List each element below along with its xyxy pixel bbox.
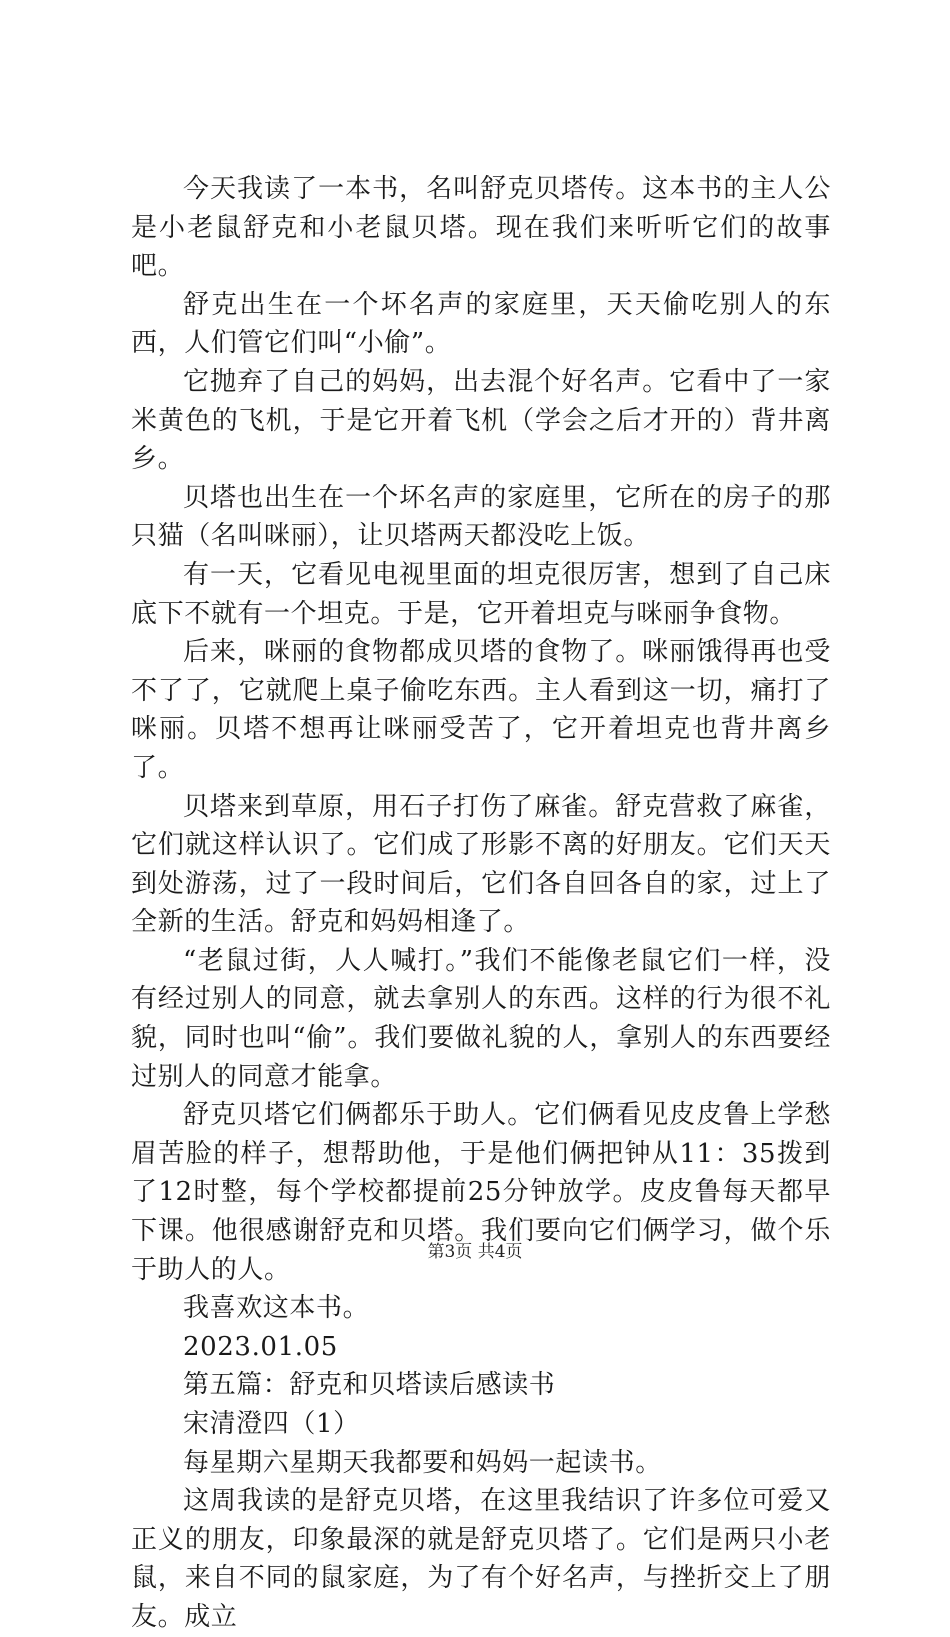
paragraph: 舒克贝塔它们俩都乐于助人。它们俩看见皮皮鲁上学愁眉苦脸的样子，想帮助他，于是他们俩把钟从11：35拨到了12时整，每个学校都提前25分钟放学。皮皮鲁每天都早下课。他很感谢舒克和贝塔。我们要向它们俩学习，做个乐于助人的人。 [131, 1100, 831, 1285]
paragraph: 贝塔也出生在一个坏名声的家庭里，它所在的房子的那只猫（名叫咪丽），让贝塔两天都没吃上饭。 [131, 482, 831, 552]
paragraph: 今天我读了一本书，名叫舒克贝塔传。这本书的主人公是小老鼠舒克和小老鼠贝塔。现在我们来听听它们的故事吧。 [131, 174, 831, 282]
paragraph: 有一天，它看见电视里面的坦克很厉害，想到了自己床底下不就有一个坦克。于是，它开着坦克与咪丽争食物。 [131, 559, 831, 629]
paragraph: 后来，咪丽的食物都成贝塔的食物了。咪丽饿得再也受不了了，它就爬上桌子偷吃东西。主人看到这一切，痛打了咪丽。贝塔不想再让咪丽受苦了，它开着坦克也背井离乡了。 [131, 637, 831, 783]
paragraph: 我喜欢这本书。 [183, 1293, 370, 1324]
section-heading: 第五篇：舒克和贝塔读后感读书 [183, 1370, 556, 1401]
page-footer: 第3页 共4页 [427, 1242, 523, 1262]
document-body [131, 170, 831, 1637]
paragraph: “老鼠过街，人人喊打。”我们不能像老鼠它们一样，没有经过别人的同意，就去拿别人的东西。这样的行为很不礼貌，同时也叫“偷”。我们要做礼貌的人，拿别人的东西要经过别人的同意才能拿。 [131, 945, 831, 1092]
paragraph: 它抛弃了自己的妈妈，出去混个好名声。它看中了一家米黄色的飞机，于是它开着飞机（学会之后才开的）背井离乡。 [131, 366, 831, 475]
paragraph: 每星期六星期天我都要和妈妈一起读书。 [183, 1447, 662, 1478]
date-line: 2023.01.05 [183, 1331, 338, 1362]
author-line: 宋清澄四（1） [183, 1409, 360, 1439]
paragraph: 舒克出生在一个坏名声的家庭里，天天偷吃别人的东西，人们管它们叫“小偷”。 [131, 289, 831, 359]
paragraph: 这周我读的是舒克贝塔，在这里我结识了许多位可爱又正义的朋友，印象最深的就是舒克贝塔了。它们是两只小老鼠，来自不同的鼠家庭，为了有个好名声，与挫折交上了朋友。成立 [131, 1486, 831, 1632]
paragraph: 贝塔来到草原，用石子打伤了麻雀。舒克营救了麻雀，它们就这样认识了。它们成了形影不离的好朋友。它们天天到处游荡，过了一段时间后，它们各自回各自的家，过上了全新的生活。舒克和妈妈相逢了。 [131, 791, 831, 938]
